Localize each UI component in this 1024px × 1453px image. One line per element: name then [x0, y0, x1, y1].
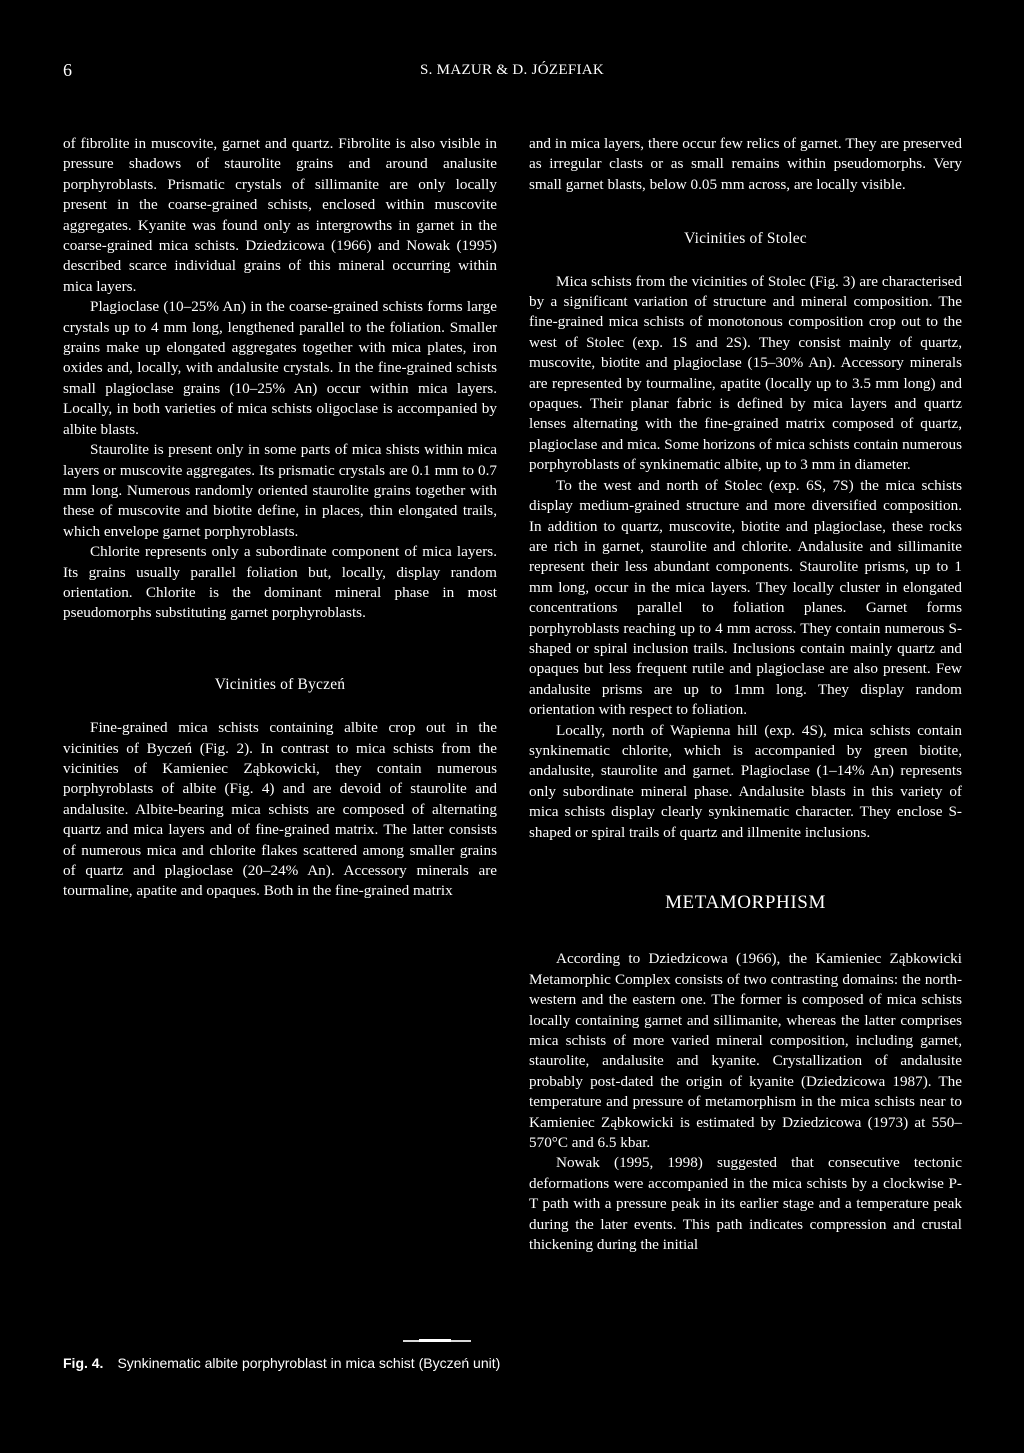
subheading-stolec: Vicinities of Stolec: [684, 230, 807, 248]
figure-caption: [63, 1353, 503, 1373]
left-column: [63, 134, 497, 902]
paragraph: Fine-grained mica schists containing albite crop out in the vicinities of Byczeń (Fig. 2). In contrast to mica schists from the vicinities of Kamieniec Ząbkowicki, they contain numerous porphyroblasts of albite (Fig. 4) and are devoid of staurolite and andalusite. Albite-bearing mica schists are composed of alternating quartz and mica layers and of fine-grained matrix. The latter consists of numerous mica and chlorite flakes scattered among smaller grains of quartz and plagioclase (20–24% An). Accessory minerals are tourmaline, apatite and opaques. Both in the fine-grained matrix: [63, 719, 497, 900]
figure-caption-text: Synkinematic albite porphyroblast in mica schist (Byczeń unit): [117, 1355, 501, 1371]
subheading-byczen: Vicinities of Byczeń: [214, 675, 346, 693]
paragraph: Staurolite is present only in some parts of mica shists within mica layers or muscovite aggregates. Its prismatic crystals are 0.1 mm to 0.7 mm long. Numerous randomly oriented staurolite grains together with these of muscovite and biotite define, in places, thin elongated trails, which envelope garnet porphyroblasts.: [63, 441, 497, 540]
right-column: [529, 134, 962, 1256]
paragraph: and in mica layers, there occur few relics of garnet. They are preserved as irregular clasts or as small remains within pseudomorphs. Very small garnet blasts, below 0.05 mm across, are locally visible.: [529, 135, 962, 193]
paragraph: Mica schists from the vicinities of Stolec (Fig. 3) are characterised by a significant variation of structure and mineral composition. The fine-grained mica schists of monotonous composition crop out to the west of Stolec (exp. 1S and 2S). They consist mainly of quartz, muscovite, biotite and plagioclase (15–30% An). Accessory minerals are represented by tourmaline, apatite (locally up to 3.5 mm long) and opaques. Their planar fabric is defined by mica layers and quartz lenses alternating with the fine-grained matrix composed of quartz, plagioclase and mica. Some horizons of mica schists contain numerous porphyroblasts of synkinematic albite, up to 3 mm in diameter.: [529, 272, 962, 474]
figure-label: Fig. 4.: [63, 1355, 104, 1371]
paragraph: Chlorite represents only a subordinate component of mica layers. Its grains usually parallel foliation but, locally, display random orientation. Chlorite is the dominant mineral phase in most pseudomorphs substituting garnet porphyroblasts.: [63, 543, 497, 622]
paragraph: To the west and north of Stolec (exp. 6S, 7S) the mica schists display medium-grained structure and more diversified composition. In addition to quartz, muscovite, biotite and plagioclase, these rocks are rich in garnet, staurolite and chlorite. Andalusite and sillimanite represent their less abundant components. Staurolite prisms, up to 1 mm long, occur in the mica layers. They locally cluster in elongated concentrations parallel to foliation planes. Garnet forms porphyroblasts reaching up to 4 mm across. They contain numerous S-shaped or spiral inclusion trails. Inclusions contain mainly quartz and opaques but less frequent rutile and plagioclase are also present. Few andalusite prisms are up to 1mm long. They display random orientation with respect to foliation.: [529, 476, 962, 719]
scale-bar: [403, 1340, 471, 1342]
page-number: 6: [63, 60, 72, 80]
section-heading-metamorphism: METAMORPHISM: [665, 892, 826, 913]
paragraph: of fibrolite in muscovite, garnet and quartz. Fibrolite is also visible in pressure shadows of staurolite grains and around analusite porphyroblasts. Prismatic crystals of sillimanite are only locally present in the coarse-grained schists, enclosed within muscovite aggregates. Kyanite was found only as intergrowths in garnet in the coarse-grained mica schists. Dziedzicowa (1966) and Nowak (1995) described scarce individual grains of this mineral occurring within mica layers.: [63, 135, 497, 295]
paragraph: According to Dziedzicowa (1966), the Kamieniec Ząbkowicki Metamorphic Complex consists of two contrasting domains: the north-western and the eastern one. The former is composed of mica schists locally containing garnet and sillimanite, whereas the latter comprises mica schists of more varied mineral composition, including garnet, staurolite, andalusite and kyanite. Crystallization of andalusite probably post-dated the origin of kyanite (Dziedzicowa 1987). The temperature and pressure of metamorphism in the mica schists near to Kamieniec Ząbkowicki is estimated by Dziedzicowa (1973) at 550–570°C and 6.5 kbar.: [529, 950, 962, 1152]
paragraph: Locally, north of Wapienna hill (exp. 4S), mica schists contain synkinematic chlorite, which is accompanied by green biotite, andalusite, staurolite and garnet. Plagioclase (1–14% An) represents only subordinate mineral phase. Andalusite blasts in this variety of mica schists display clearly synkinematic character. They enclose S-shaped or spiral trails of quartz and illmenite inclusions.: [529, 721, 962, 841]
running-title: S. MAZUR & D. JÓZEFIAK: [419, 62, 605, 78]
page-header: [0, 60, 1024, 84]
figure-4: [63, 1340, 503, 1410]
paragraph: Nowak (1995, 1998) suggested that consecutive tectonic deformations were accompanied in the mica schists by a clockwise P-T path with a pressure peak in its earlier stage and a temperature peak during the later events. This path indicates compression and crustal thickening during the initial: [529, 1154, 962, 1254]
paragraph: Plagioclase (10–25% An) in the coarse-grained schists forms large crystals up to 4 mm long, lengthened parallel to the foliation. Smaller grains make up elongated aggregates together with mica plates, iron oxides and, locally, with andalusite crystals. In the fine-grained schists small plagioclase grains (10–25% An) occur within mica layers. Locally, in both varieties of mica schists oligoclase is accompanied by albite blasts.: [63, 298, 497, 438]
